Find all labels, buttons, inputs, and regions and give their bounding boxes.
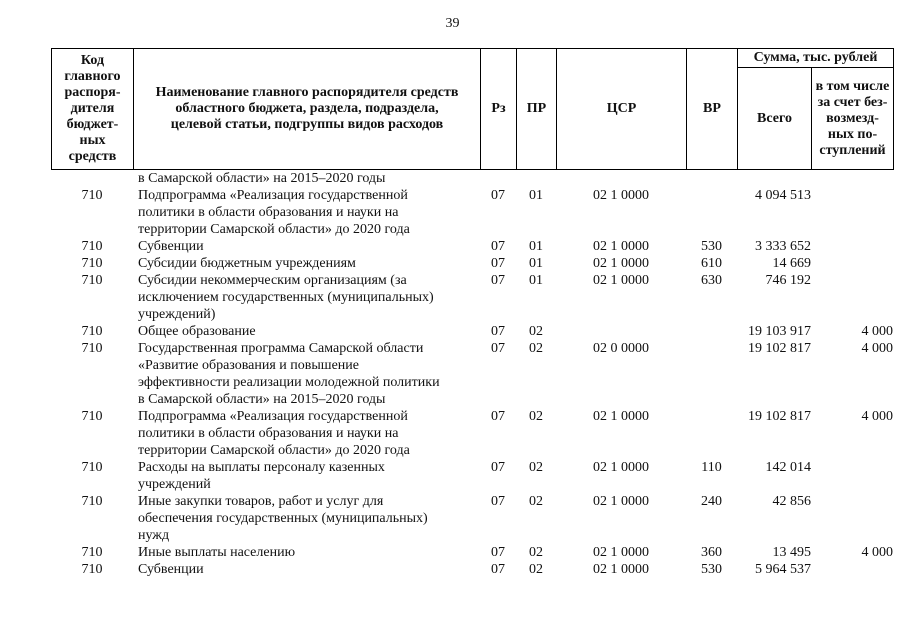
cell-name-line: в Самарской области» на 2015–2020 годы — [138, 171, 386, 186]
header-free-line: за счет без- — [817, 94, 888, 110]
cell-total: 13 495 — [772, 545, 811, 560]
cell-name-line: Субсидии некоммерческим организациям (за — [138, 273, 407, 288]
table-row — [51, 493, 893, 544]
cell-vr: 530 — [701, 239, 722, 254]
cell-pr: 02 — [529, 562, 543, 577]
cell-pr: 02 — [529, 545, 543, 560]
table-row — [51, 255, 893, 272]
table-body — [51, 170, 893, 578]
cell-name-line: Подпрограмма «Реализация государственной — [138, 188, 408, 203]
header-name-line: целевой статьи, подгруппы видов расходов — [170, 117, 444, 132]
cell-name — [138, 544, 478, 561]
cell-pr: 02 — [529, 494, 543, 509]
cell-name-line: обеспечения государственных (муниципальных) — [138, 511, 428, 526]
cell-name-line: Субсидии бюджетным учреждениям — [138, 256, 356, 271]
cell-total: 14 669 — [772, 256, 811, 271]
header-free-line: в том числе — [815, 78, 890, 94]
header-code-line: ных — [79, 133, 106, 148]
cell-name — [138, 408, 478, 459]
cell-code: 710 — [81, 239, 103, 254]
cell-vr: 630 — [701, 273, 722, 288]
cell-vr: 530 — [701, 562, 722, 577]
header-free — [812, 68, 894, 170]
cell-csr: 02 1 0000 — [593, 188, 649, 203]
page-number: 39 — [445, 16, 460, 31]
header-rz: Рз — [481, 49, 517, 170]
cell-code: 710 — [81, 341, 103, 356]
cell-rz: 07 — [491, 545, 505, 560]
cell-name — [138, 340, 478, 408]
header-code-line: дителя — [70, 101, 115, 116]
cell-rz: 07 — [491, 409, 505, 424]
cell-vr: 110 — [701, 460, 722, 475]
cell-name-line: Подпрограмма «Реализация государственной — [138, 409, 408, 424]
cell-name-line: Иные выплаты населению — [138, 545, 296, 560]
cell-pr: 02 — [529, 409, 543, 424]
cell-code: 710 — [81, 545, 103, 560]
cell-pr: 01 — [529, 239, 543, 254]
cell-csr: 02 1 0000 — [593, 545, 649, 560]
table-row — [51, 272, 893, 323]
cell-name-line: эффективности реализации молодежной политики — [138, 375, 440, 390]
cell-name-line: нужд — [138, 528, 170, 543]
table-row — [51, 561, 893, 578]
cell-code: 710 — [81, 460, 103, 475]
cell-name-line: территории Самарской области» до 2020 года — [138, 443, 410, 458]
cell-rz: 07 — [491, 239, 505, 254]
table-header — [51, 48, 894, 170]
table-row — [51, 459, 893, 493]
cell-rz: 07 — [491, 188, 505, 203]
cell-total: 19 102 817 — [748, 409, 811, 424]
cell-vr: 240 — [701, 494, 722, 509]
cell-csr: 02 0 0000 — [593, 341, 649, 356]
cell-free: 4 000 — [861, 545, 893, 560]
cell-free: 4 000 — [861, 324, 893, 339]
table-row — [51, 544, 893, 561]
cell-name-line: Иные закупки товаров, работ и услуг для — [138, 494, 384, 509]
cell-total: 142 014 — [765, 460, 811, 475]
header-vr: ВР — [687, 49, 738, 170]
header-free-line: ступлений — [819, 142, 886, 158]
header-code-line: главного — [64, 69, 121, 84]
header-name-line: Наименование главного распорядителя средств — [155, 85, 459, 100]
cell-csr: 02 1 0000 — [593, 239, 649, 254]
cell-name — [138, 272, 478, 323]
cell-vr: 610 — [701, 256, 722, 271]
header-total: Всего — [738, 68, 812, 170]
header-code-line: распоря- — [64, 85, 121, 100]
header-code — [52, 49, 134, 170]
cell-pr: 01 — [529, 273, 543, 288]
cell-csr: 02 1 0000 — [593, 494, 649, 509]
header-sum: Сумма, тыс. рублей — [738, 49, 894, 68]
cell-name-line: территории Самарской области» до 2020 года — [138, 222, 410, 237]
cell-csr: 02 1 0000 — [593, 460, 649, 475]
header-name-line: областного бюджета, раздела, подраздела, — [175, 101, 439, 116]
cell-code: 710 — [81, 188, 103, 203]
cell-code: 710 — [81, 256, 103, 271]
cell-csr: 02 1 0000 — [593, 409, 649, 424]
header-pr: ПР — [517, 49, 557, 170]
cell-csr: 02 1 0000 — [593, 273, 649, 288]
cell-code: 710 — [81, 494, 103, 509]
table-row — [51, 170, 893, 187]
cell-rz: 07 — [491, 341, 505, 356]
header-name — [134, 49, 481, 170]
cell-total: 3 333 652 — [755, 239, 811, 254]
cell-vr: 360 — [701, 545, 722, 560]
cell-pr: 02 — [529, 324, 543, 339]
cell-total: 19 102 817 — [748, 341, 811, 356]
cell-rz: 07 — [491, 256, 505, 271]
cell-rz: 07 — [491, 273, 505, 288]
cell-name-line: в Самарской области» на 2015–2020 годы — [138, 392, 386, 407]
cell-name — [138, 238, 478, 255]
header-csr: ЦСР — [557, 49, 687, 170]
cell-name-line: Расходы на выплаты персоналу казенных — [138, 460, 385, 475]
cell-name-line: Государственная программа Самарской области — [138, 341, 424, 356]
cell-free: 4 000 — [861, 341, 893, 356]
table-row — [51, 238, 893, 255]
cell-free: 4 000 — [861, 409, 893, 424]
cell-total: 42 856 — [772, 494, 811, 509]
header-code-line: средств — [68, 149, 117, 164]
cell-name — [138, 187, 478, 238]
cell-name — [138, 170, 478, 187]
cell-name-line: Общее образование — [138, 324, 256, 339]
cell-total: 5 964 537 — [755, 562, 811, 577]
cell-csr: 02 1 0000 — [593, 562, 649, 577]
cell-name-line: политики в области образования и науки на — [138, 426, 399, 441]
cell-csr: 02 1 0000 — [593, 256, 649, 271]
cell-name — [138, 323, 478, 340]
cell-name-line: политики в области образования и науки на — [138, 205, 399, 220]
cell-name — [138, 493, 478, 544]
cell-rz: 07 — [491, 494, 505, 509]
cell-rz: 07 — [491, 460, 505, 475]
header-free-line: ных по- — [827, 126, 878, 142]
cell-name-line: «Развитие образования и повышение — [138, 358, 359, 373]
header-code-line: бюджет- — [66, 117, 119, 132]
cell-rz: 07 — [491, 562, 505, 577]
cell-pr: 02 — [529, 460, 543, 475]
cell-code: 710 — [81, 562, 103, 577]
table-row — [51, 187, 893, 238]
table-row — [51, 408, 893, 459]
cell-name-line: исключением государственных (муниципальных) — [138, 290, 434, 305]
cell-rz: 07 — [491, 324, 505, 339]
cell-name — [138, 561, 478, 578]
cell-total: 4 094 513 — [755, 188, 811, 203]
cell-pr: 01 — [529, 188, 543, 203]
header-code-line: Код — [80, 53, 105, 68]
cell-total: 746 192 — [765, 273, 811, 288]
cell-name-line: учреждений) — [138, 307, 216, 322]
cell-pr: 01 — [529, 256, 543, 271]
cell-name-line: Субвенции — [138, 239, 204, 254]
cell-pr: 02 — [529, 341, 543, 356]
cell-name — [138, 255, 478, 272]
cell-name — [138, 459, 478, 493]
cell-code: 710 — [81, 324, 103, 339]
cell-name-line: учреждений — [138, 477, 211, 492]
table-row — [51, 323, 893, 340]
table-row — [51, 340, 893, 408]
cell-name-line: Субвенции — [138, 562, 204, 577]
cell-code: 710 — [81, 273, 103, 288]
cell-total: 19 103 917 — [748, 324, 811, 339]
header-free-line: возмезд- — [826, 110, 879, 126]
cell-code: 710 — [81, 409, 103, 424]
